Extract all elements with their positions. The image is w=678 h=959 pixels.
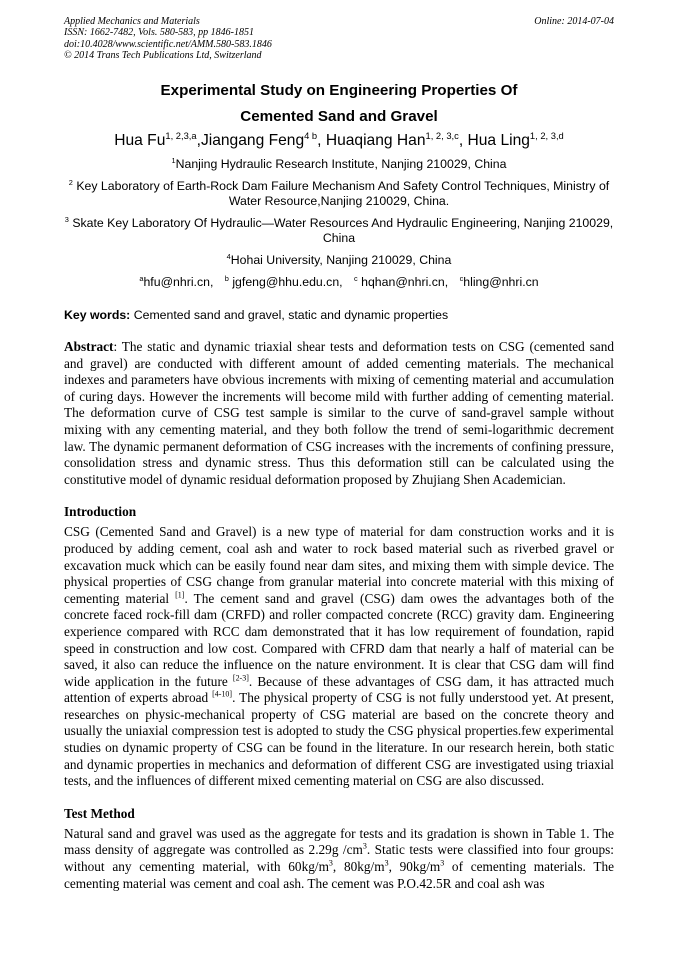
affiliation-sup: 1: [171, 155, 176, 165]
author-name: Hua Fu: [114, 132, 166, 149]
email-entry: [354, 275, 448, 289]
email-entry: [460, 275, 539, 289]
superscript: 3: [328, 858, 333, 868]
citation-ref: [1]: [175, 590, 185, 600]
author-affil-sup: 1, 2, 3,c: [425, 130, 459, 141]
introduction-paragraph: [64, 524, 614, 790]
citation-ref: [4-10]: [212, 689, 233, 699]
test-method-paragraph: [64, 826, 614, 892]
journal-header: [64, 0, 614, 70]
method-text: . Static tests were classified into four groups: without any cementing material, with 60kg/m: [64, 842, 614, 875]
affiliation-sup: 4: [226, 251, 231, 261]
abstract: [64, 339, 614, 488]
citation-ref: [2-3]: [232, 673, 249, 683]
author-affil-sup: 4 b: [304, 130, 318, 141]
intro-text: . The physical property of CSG is not fully understood yet. At present, researches on physic-mechanical property of CSG material are based on the concrete theory and usually the uniaxial compression test is adopted to study the CSG physical properties.few experimental studies on dynamic property of CSG can be found in the literature. In our research herein, both static and dynamic properties in mechanics and deformation of different CSG are investigated using triaxial tests, and the influences of different mixed cementing material on CSG are also discussed.: [64, 690, 614, 789]
affiliation-2: [64, 179, 614, 209]
keywords-text: Cemented sand and gravel, static and dynamic properties: [133, 308, 449, 322]
email-address: hfu@nhri.cn,: [143, 275, 214, 289]
email-address: jgfeng@hhu.edu.cn,: [232, 275, 343, 289]
author-separator: ,: [458, 132, 468, 149]
affiliation-1: [64, 157, 614, 172]
affiliation-text: Hohai University, Nanjing 210029, China: [230, 253, 452, 267]
abstract-text: : The static and dynamic triaxial shear tests and deformation tests on CSG (cemented sand and gravel) are conducted with different amount of added cementing materials. The mechanical indexes and parameters have obvious increments with mixing of cementing material and accumulation of curing days. However the increments will become mild with further adding of cementing material. The deformation curve of CSG test sample is similar to the curve of sand-gravel sample without mixing with any cementing material, and they both follow the trend of semi-logarithmic decrement law. The dynamic permanent deformation of CSG increases with the increments of confining pressure, consolidation stress and dynamic stress. Thus this deformation still can be calculated using the constitutive model of dynamic residual deformation proposed by Zhujiang Shen Academician.: [64, 339, 614, 487]
email-list: [64, 275, 614, 290]
issn-line: ISSN: 1662-7482, Vols. 580-583, pp 1846-1851: [64, 27, 254, 39]
author-affil-sup: 1, 2,3,a: [165, 130, 197, 141]
intro-text: . The cement sand and gravel (CSG) dam owes the advantages both of the concrete faced rock-fill dam (CRFD) and roller compacted concrete (RCC) gravity dam. Engineering experience compared with RCC dam demonstrated that it has low requirement of foundation, rapid speed in construction and low cost. Compared with CFRD dam that nearly a half of material can be saved, it also can reduce the influence on the nature environment. It is clear that CSG dam will find wide application in the future: [64, 590, 614, 689]
author-separator: ,: [317, 132, 326, 149]
intro-text: . Because of these advantages of CSG dam, it has attracted much attention of experts abroad: [64, 673, 614, 706]
intro-text: CSG (Cemented Sand and Gravel) is a new type of material for dam construction works and it is produced by adding cement, coal ash and water to rock based material such as riverbed gravel or excavation muck which can be easily found near dam sites, and mixing them with simple device. The physical properties of CSG change from granular material into concrete material with this mixing of cementing material: [64, 524, 614, 606]
journal-name: Applied Mechanics and Materials: [64, 16, 200, 27]
affiliation-text: Nanjing Hydraulic Research Institute, Nanjing 210029, China: [175, 157, 507, 171]
method-text: , 90kg/m: [388, 859, 441, 875]
email-entry: [139, 275, 213, 289]
author-separator: ,: [196, 132, 201, 149]
email-sup: a: [139, 273, 144, 283]
method-text: of cementing materials. The cementing material was cement and coal ash. The cement was P.O.42.5R and coal ash was: [64, 859, 615, 891]
method-text: Natural sand and gravel was used as the aggregate for tests and its gradation is shown in Table 1. The mass density of aggregate was controlled as 2.29g /cm: [64, 825, 614, 858]
author-name: Hua Ling: [467, 132, 530, 149]
method-text: , 80kg/m: [332, 859, 385, 875]
affiliation-text: Key Laboratory of Earth-Rock Dam Failure Mechanism And Safety Control Techniques, Ministry of Water Resource,Nanjing 210029, China.: [76, 179, 610, 208]
title-line-2: Cemented Sand and Gravel: [240, 108, 438, 125]
title-line-1: Experimental Study on Engineering Properties Of: [160, 82, 518, 99]
affiliation-3: [64, 216, 614, 246]
online-date: Online: 2014-07-04: [534, 16, 614, 27]
doi-line: doi:10.4028/www.scientific.net/AMM.580-583.1846: [64, 38, 272, 50]
author-name: Huaqiang Han: [325, 132, 426, 149]
author-affil-sup: 1, 2, 3,d: [529, 130, 564, 141]
abstract-label: Abstract: [64, 339, 114, 354]
copyright-line: © 2014 Trans Tech Publications Ltd, Switzerland: [64, 49, 262, 61]
email-sup: b: [224, 273, 229, 283]
keywords-label: Key words:: [64, 308, 131, 322]
email-sup: c: [354, 273, 358, 283]
section-heading-introduction: Introduction: [64, 504, 137, 520]
paper-title: [64, 78, 614, 130]
email-sup: c: [459, 273, 464, 283]
superscript: 3: [362, 842, 367, 852]
affiliation-4: [64, 253, 614, 268]
affiliation-text: Skate Key Laboratory Of Hydraulic—Water Resources And Hydraulic Engineering, Nanjing 210029, China: [72, 216, 614, 245]
superscript: 3: [384, 858, 389, 868]
author-name: Jiangang Feng: [200, 132, 305, 149]
author-list: [64, 131, 614, 151]
keywords: [64, 308, 614, 323]
section-heading-test-method: Test Method: [64, 805, 135, 821]
affiliation-sup: 3: [64, 214, 69, 224]
email-entry: [225, 275, 343, 289]
affiliation-sup: 2: [68, 177, 73, 187]
superscript: 3: [440, 858, 445, 868]
email-address: hqhan@nhri.cn,: [361, 275, 449, 289]
email-address: hling@nhri.cn: [463, 275, 539, 289]
